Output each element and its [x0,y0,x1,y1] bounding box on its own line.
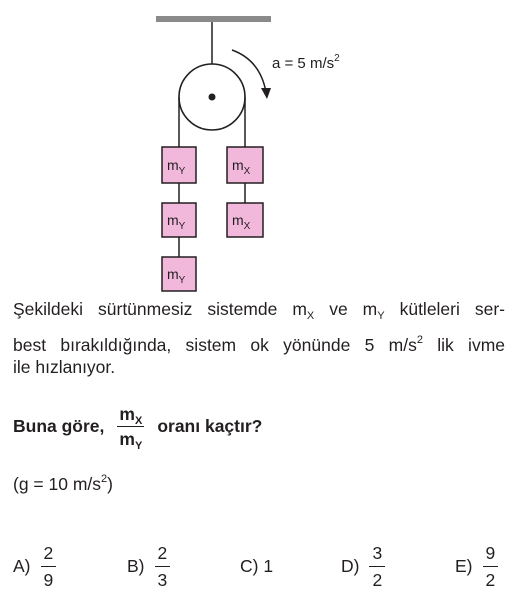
ratio-fraction [117,404,144,452]
choice-label: C) 1 [240,556,274,576]
svg-text:mY: $m_Y$ [167,157,186,177]
arrow-head [261,88,271,99]
choice-c[interactable] [240,556,273,577]
choice-b[interactable] [127,543,170,590]
choice-label: A) [13,556,31,576]
svg-text:mY: $m_Y$ [167,212,186,232]
ratio-numerator: $m_X$ [119,404,143,427]
choice-denominator: 2 [485,570,496,590]
choice-numerator: 9 [483,543,499,567]
choice-a[interactable] [13,543,56,590]
choice-fraction [155,543,171,590]
block-x-1 [227,147,263,183]
problem-line-2: best bırakıldığında, sistem ok yönünde 5 $m/s^2$ lik ivme ile hızlanıyor. [13,334,506,377]
ceiling [156,16,271,22]
choice-fraction [369,543,385,590]
choice-label: B) [127,556,145,576]
block-y-1 [162,147,196,183]
given-gravity: (g = 10 $m/s^2$) [13,473,113,494]
choice-denominator: 3 [157,570,168,590]
block-x-2 [227,203,263,237]
choice-d[interactable] [341,543,385,590]
question [13,404,263,452]
choice-denominator: 2 [372,570,383,590]
choice-e[interactable] [455,543,498,590]
svg-text:mX: $m_X$ [232,157,251,177]
question-suffix: oranı kaçtır? [157,416,263,436]
choice-numerator: 3 [369,543,385,567]
choice-label: E) [455,556,473,576]
choice-fraction [483,543,499,590]
block-y-3 [162,257,196,291]
question-prefix: Buna göre, [13,416,105,436]
pulley-figure [0,0,515,295]
problem-line-1: Şekildeki sürtünmesiz sistemde $m_X$ ve $m_Y$ kütleleri ser- [13,299,505,322]
choice-fraction [41,543,57,590]
svg-text:mY: $m_Y$ [167,266,186,286]
acceleration-label: a = 5 $m/s^2$ [272,53,340,72]
choice-numerator: 2 [41,543,57,567]
pulley-axle [209,94,216,101]
choice-numerator: 2 [155,543,171,567]
choice-label: D) [341,556,360,576]
ratio-denominator: $m_Y$ [119,429,143,452]
svg-text:mX: $m_X$ [232,212,251,232]
block-y-2 [162,203,196,237]
choice-denominator: 9 [43,570,54,590]
